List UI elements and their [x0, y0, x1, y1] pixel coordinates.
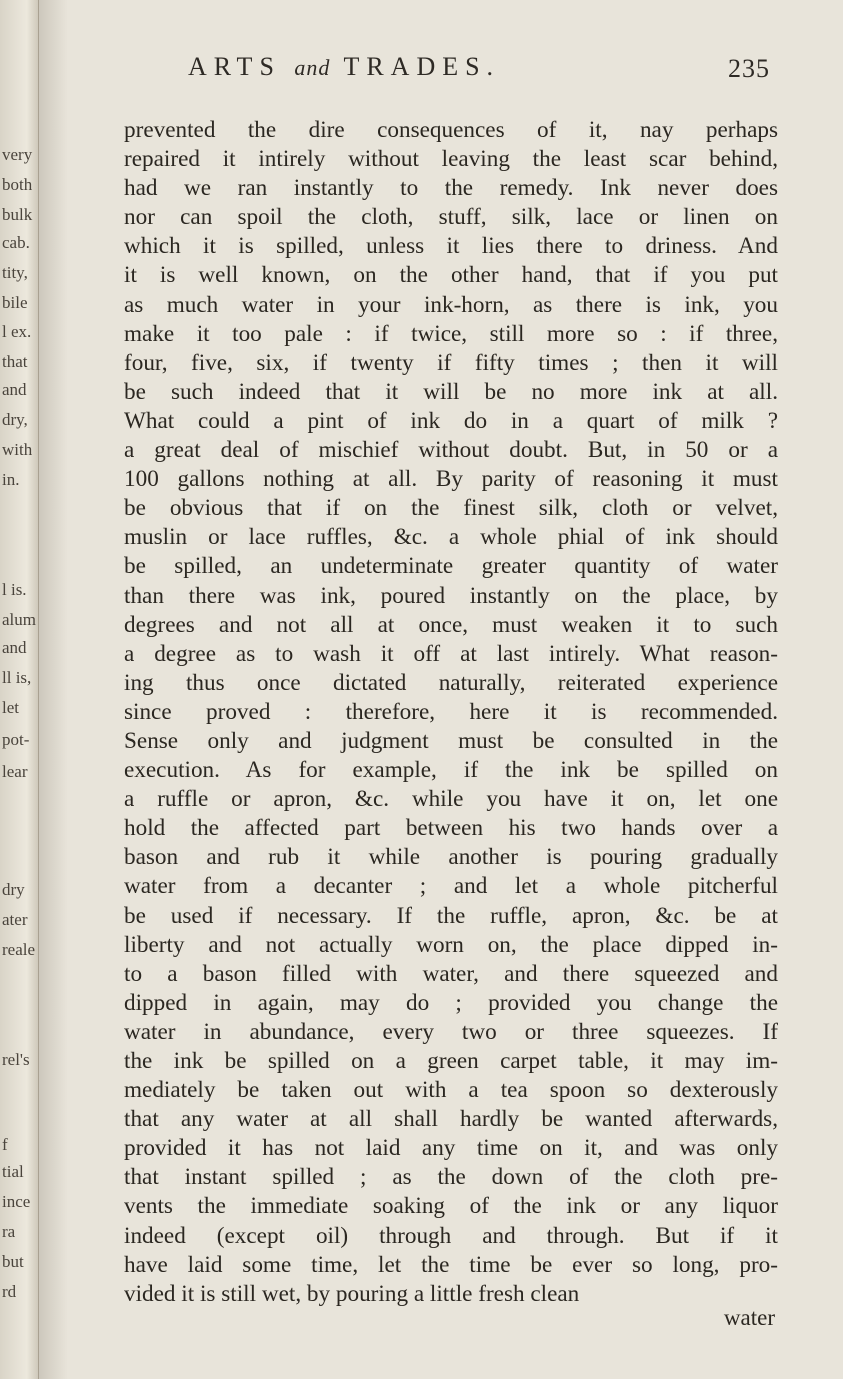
text-line: 100 gallons nothing at all. By parity of reasoning it must	[124, 466, 778, 493]
previous-page-fragment: dry,	[2, 410, 28, 429]
text-line: provided it has not laid any time on it, and was only	[124, 1135, 778, 1162]
previous-page-fragment: bile	[2, 293, 28, 312]
text-line: muslin or lace ruffles, &c. a whole phial of ink should	[124, 524, 778, 551]
text-line: since proved : therefore, here it is recommended.	[124, 698, 778, 725]
previous-page-fragment: alum	[2, 610, 36, 629]
previous-page-fragment: l is.	[2, 580, 27, 599]
text-line: dipped in again, may do ; provided you change the	[124, 989, 778, 1016]
previous-page-fragment: tity,	[2, 263, 28, 282]
text-line: had we ran instantly to the remedy. Ink never does	[124, 175, 778, 202]
previous-page-fragment: rel's	[2, 1050, 30, 1069]
previous-page-fragment: dry	[2, 880, 25, 899]
text-line: What could a pint of ink do in a quart of milk ?	[124, 407, 778, 434]
previous-page-fragment: let	[2, 698, 19, 717]
text-line: a great deal of mischief without doubt. But, in 50 or a	[124, 437, 778, 464]
previous-page-fragment: that	[2, 352, 28, 371]
text-line: hold the affected part between his two hands over a	[124, 815, 778, 842]
text-line: water from a decanter ; and let a whole pitcherful	[124, 873, 778, 900]
text-line: water in abundance, every two or three squeezes. If	[124, 1018, 778, 1045]
text-line: vents the immediate soaking of the ink or any liquor	[124, 1193, 778, 1220]
previous-page-fragment: bulk	[2, 205, 33, 224]
text-line: be obvious that if on the finest silk, cloth or velvet,	[124, 495, 778, 522]
previous-page-fragment: pot-	[2, 730, 30, 749]
previous-page-fragment: cab.	[2, 233, 30, 252]
text-line: which it is spilled, unless it lies there to driness. And	[124, 233, 778, 260]
text-line: prevented the dire consequences of it, nay perhaps	[124, 117, 778, 143]
text-line: that any water at all shall hardly be wanted afterwards,	[124, 1106, 778, 1133]
text-line: mediately be taken out with a tea spoon so dexterously	[124, 1077, 778, 1104]
text-line: as much water in your ink-horn, as there is ink, you	[124, 291, 778, 318]
previous-page-fragment: ll is,	[2, 668, 32, 687]
previous-page-fragment: ince	[2, 1192, 31, 1211]
previous-page-fragment: rd	[2, 1282, 17, 1301]
running-head	[188, 52, 500, 82]
text-line: than there was ink, poured instantly on the place, by	[124, 582, 778, 609]
text-line: Sense only and judgment must be consulted in the	[124, 727, 778, 754]
text-line: nor can spoil the cloth, stuff, silk, lace or linen on	[124, 204, 778, 231]
running-head-and: and	[294, 55, 331, 80]
previous-page-fragment: very	[2, 145, 33, 164]
previous-page-fragment: tial	[2, 1162, 24, 1181]
text-line: that instant spilled ; as the down of the cloth pre-	[124, 1164, 778, 1191]
text-line: make it too pale : if twice, still more so : if three,	[124, 320, 778, 347]
text-line: the ink be spilled on a green carpet table, it may im-	[124, 1048, 778, 1074]
previous-page-fragment: f	[2, 1135, 8, 1154]
text-line: be used if necessary. If the ruffle, apron, &c. be at	[124, 902, 778, 929]
previous-page-fragment: lear	[2, 762, 28, 781]
previous-page-fragment: and	[2, 380, 27, 399]
text-line: indeed (except oil) through and through. But if it	[124, 1222, 778, 1249]
previous-page-fragment: but	[2, 1252, 24, 1271]
gutter-shadow	[38, 0, 68, 1379]
previous-page-fragment: and	[2, 638, 27, 657]
previous-page-fragment: l ex.	[2, 322, 32, 341]
text-line: ing thus once dictated naturally, reiterated experience	[124, 669, 778, 696]
previous-page-fragment: reale	[2, 940, 36, 959]
text-line: bason and rub it while another is pouring gradually	[124, 844, 778, 871]
text-line: to a bason filled with water, and there squeezed and	[124, 960, 778, 987]
page-header	[180, 52, 790, 88]
text-line: vided it is still wet, by pouring a little fresh clean	[124, 1280, 580, 1307]
text-line: four, five, six, if twenty if fifty times ; then it will	[124, 349, 778, 376]
previous-page-fragment: ra	[2, 1222, 16, 1241]
page-number: 235	[728, 54, 770, 83]
text-line: execution. As for example, if the ink be spilled on	[124, 757, 778, 784]
previous-page-edge	[0, 0, 39, 1379]
text-line: degrees and not all at once, must weaken it to such	[124, 611, 778, 638]
running-head-trades: TRADES.	[343, 52, 501, 81]
text-line: a ruffle or apron, &c. while you have it on, let one	[124, 786, 778, 813]
text-line: a degree as to wash it off at last intirely. What reason-	[124, 640, 778, 667]
text-line: have laid some time, let the time be ever so long, pro-	[124, 1251, 778, 1278]
running-head-arts: ARTS	[188, 52, 281, 81]
text-line: be such indeed that it will be no more ink at all.	[124, 378, 778, 405]
previous-page-fragment: ater	[2, 910, 28, 929]
previous-page-fragment: both	[2, 175, 33, 194]
text-line: liberty and not actually worn on, the place dipped in-	[124, 931, 778, 958]
body-text	[124, 116, 778, 1309]
text-line: repaired it intirely without leaving the least scar behind,	[124, 146, 778, 173]
text-line: be spilled, an undeterminate greater quantity of water	[124, 553, 778, 580]
previous-page-fragment: in.	[2, 470, 20, 489]
previous-page-fragment: with	[2, 440, 33, 459]
text-line: it is well known, on the other hand, that if you put	[124, 262, 778, 289]
catchword: water	[723, 1305, 775, 1330]
